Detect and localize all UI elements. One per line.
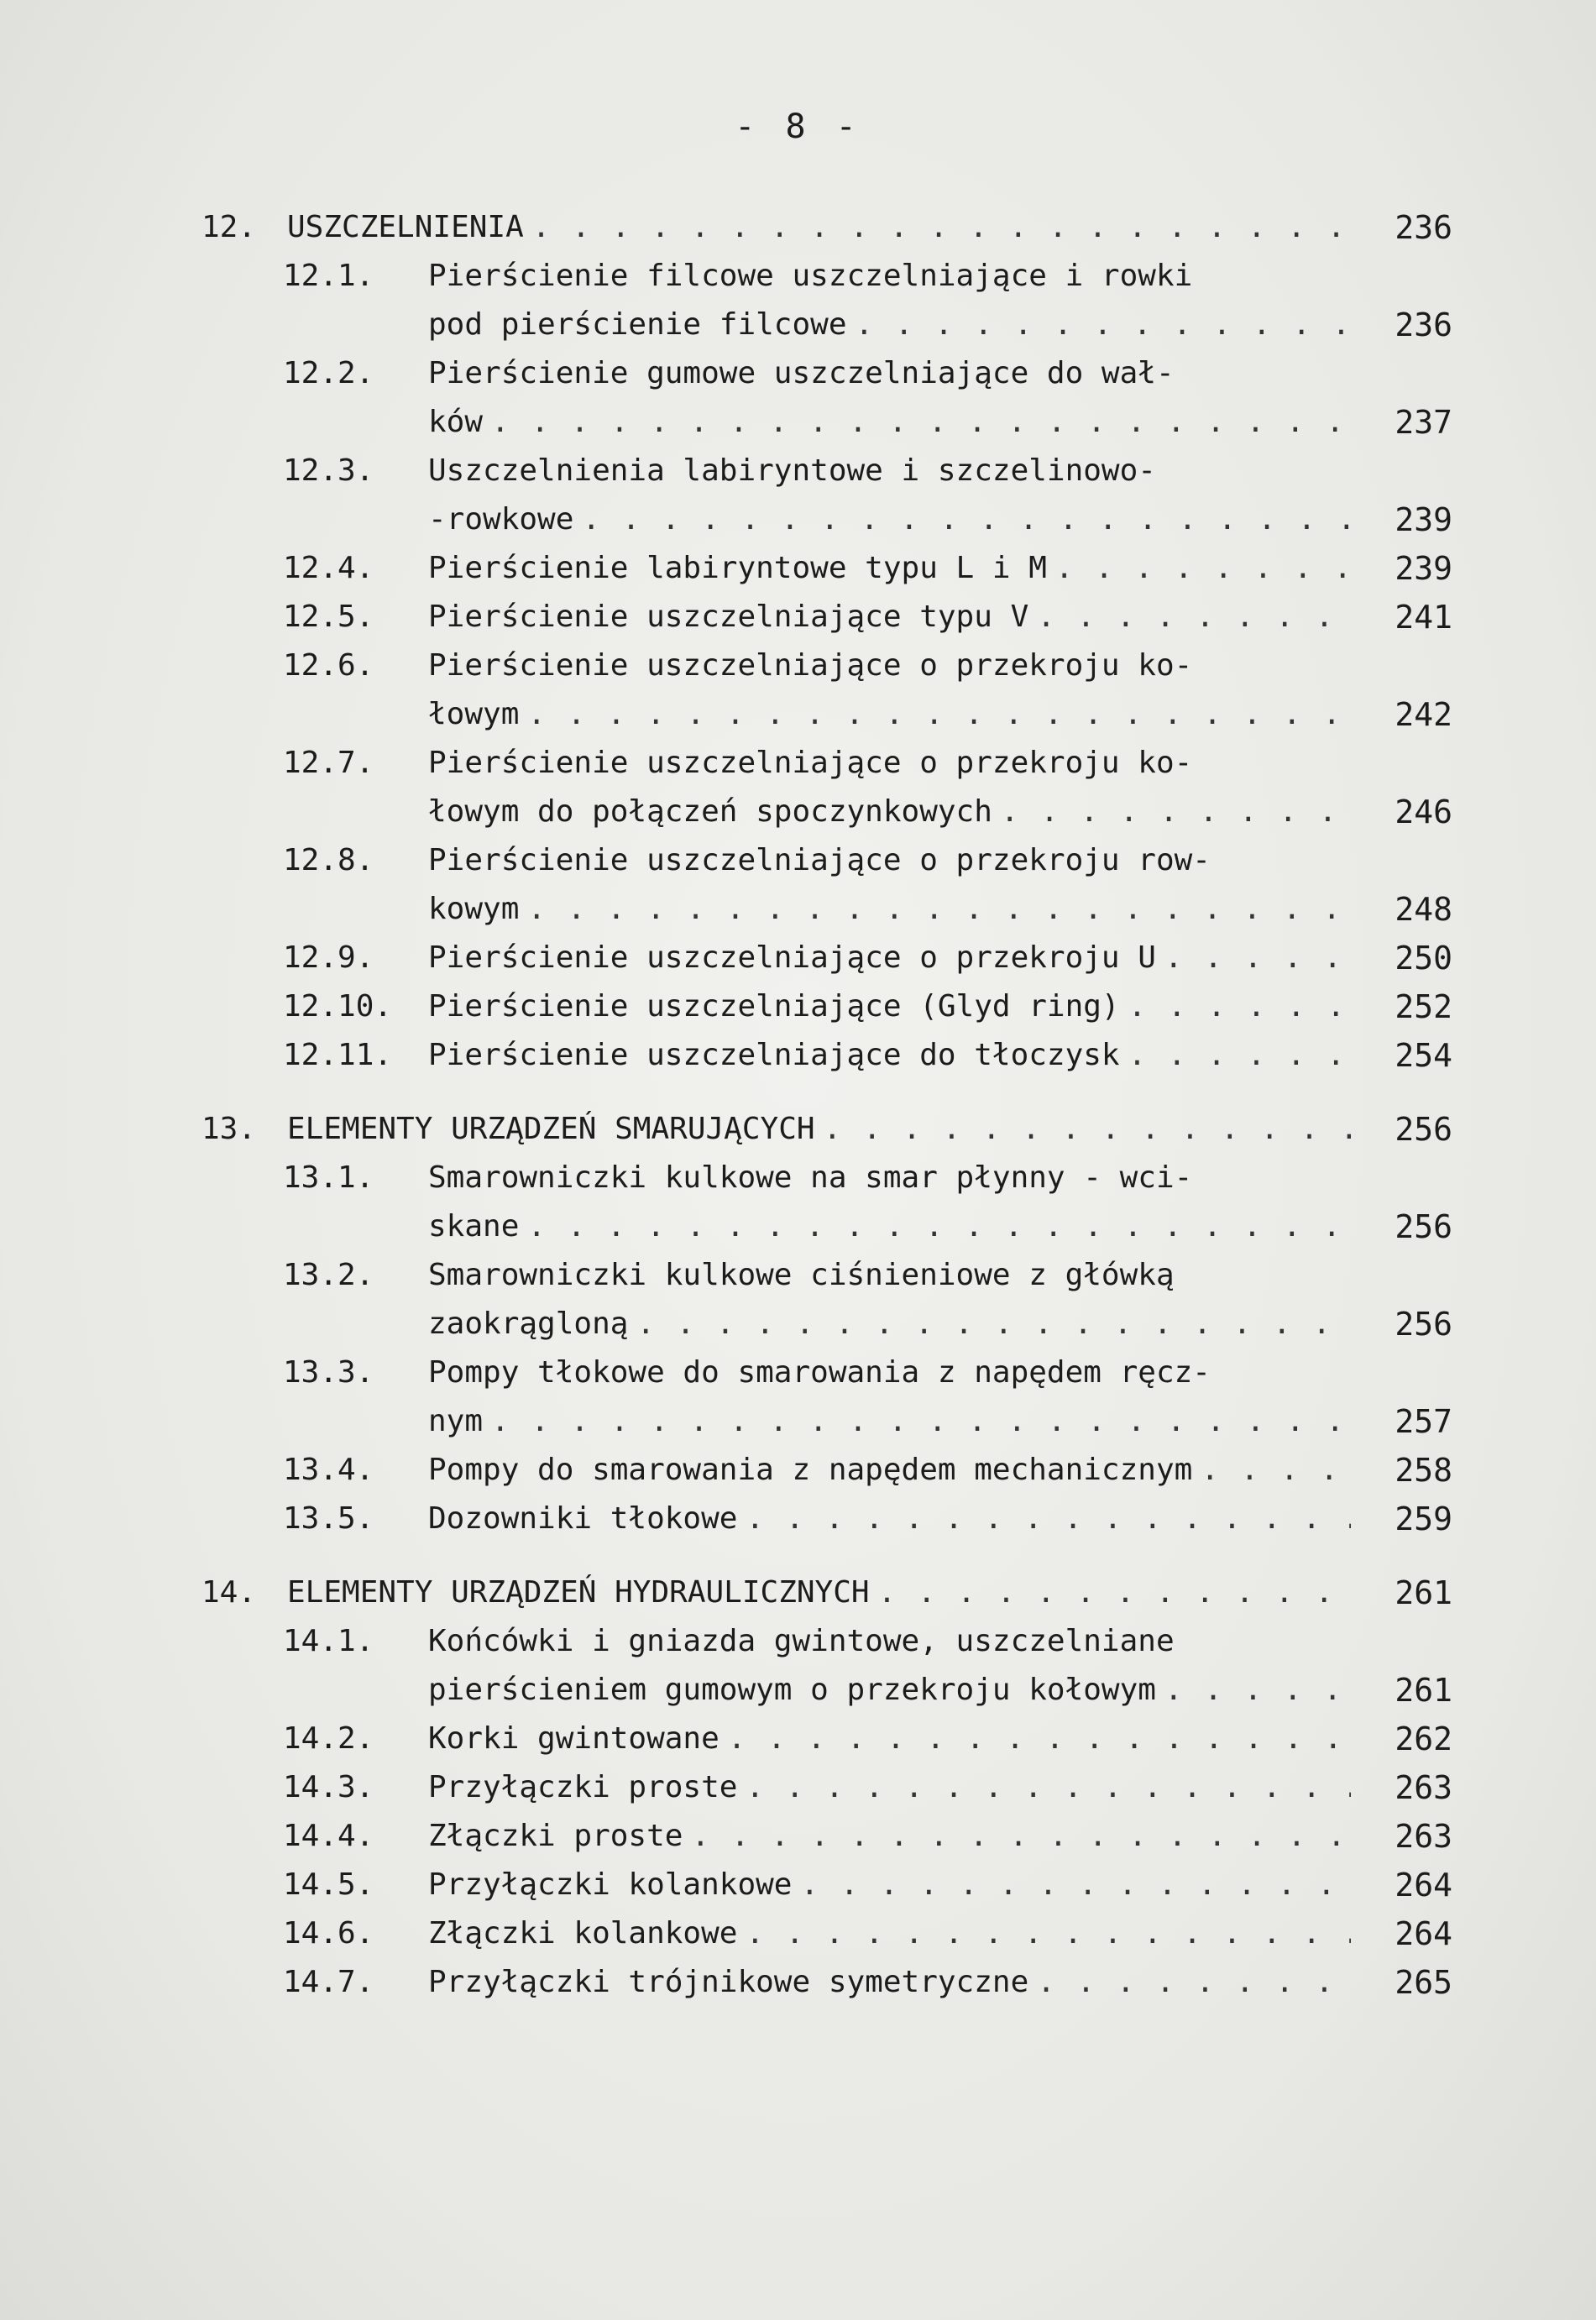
entry-title: łowym do połączeń spoczynkowych	[428, 794, 992, 829]
entry-title: pod pierścienie filcowe	[428, 307, 847, 342]
entry-title-line	[428, 934, 1356, 982]
entry-title-line	[428, 1763, 1356, 1812]
entry-title: ków	[428, 405, 484, 439]
entry-title-line	[428, 1202, 1356, 1251]
entry-title-line	[428, 982, 1356, 1031]
toc-entry	[201, 349, 1452, 447]
entry-page: 248	[1395, 891, 1452, 928]
entry-number: 12.10.	[283, 989, 393, 1024]
entry-number: 12.8.	[283, 843, 374, 877]
toc-entry	[201, 1909, 1452, 1958]
entry-number: 12.1.	[283, 259, 374, 293]
entry-title: Pierścienie uszczelniające (Glyd ring)	[428, 989, 1120, 1024]
dot-leader	[856, 301, 1352, 349]
entry-title: Złączki kolankowe	[428, 1916, 738, 1951]
entry-title-line	[428, 1715, 1356, 1763]
dot-leader	[1164, 1666, 1351, 1715]
entry-number: 13.4.	[283, 1453, 374, 1487]
entry-title: łowym	[428, 697, 520, 731]
entry-title-line	[428, 788, 1356, 836]
dot-leader	[728, 1715, 1351, 1763]
entry-title-line: Pierścienie uszczelniające o przekroju ko-	[428, 648, 1193, 683]
toc-entry	[201, 447, 1452, 544]
entry-number: 12.6.	[283, 648, 374, 683]
dot-leader	[636, 1300, 1351, 1349]
entry-title-line	[428, 1666, 1356, 1715]
entry-number: 12.4.	[283, 551, 374, 585]
toc-entry	[201, 1715, 1452, 1763]
entry-title-line	[428, 1958, 1356, 2007]
entry-page: 265	[1395, 1964, 1452, 2001]
entry-number: 14.6.	[283, 1916, 374, 1951]
chapter-title: USZCZELNIENIA	[287, 210, 524, 244]
entry-title-line: Końcówki i gniazda gwintowe, uszczelniane	[428, 1624, 1175, 1658]
table-of-contents	[201, 203, 1452, 2032]
entry-page: 239	[1395, 550, 1452, 587]
chapter-title: ELEMENTY URZĄDZEŃ HYDRAULICZNYCH	[287, 1575, 870, 1610]
dot-leader	[1055, 544, 1351, 593]
entry-page: 261	[1395, 1672, 1452, 1709]
entry-page: 258	[1395, 1452, 1452, 1489]
toc-entry	[201, 544, 1452, 593]
dot-leader	[746, 1909, 1351, 1958]
entry-title-line: Smarowniczki kulkowe na smar płynny - wci-	[428, 1160, 1193, 1195]
entry-number: 13.1.	[283, 1160, 374, 1195]
chapter-title-line	[287, 1105, 1356, 1154]
entry-title-line	[428, 1909, 1356, 1958]
toc-entry	[201, 836, 1452, 934]
entry-title: -rowkowe	[428, 502, 574, 537]
toc-entry	[201, 1617, 1452, 1715]
entry-number: 14.5.	[283, 1867, 374, 1902]
entry-page: 259	[1395, 1500, 1452, 1537]
toc-entry	[201, 1251, 1452, 1349]
entry-page: 264	[1395, 1867, 1452, 1904]
toc-chapter-entry	[201, 1568, 1452, 1617]
dot-leader	[491, 398, 1351, 447]
entry-page: 239	[1395, 501, 1452, 538]
entry-number: 14.7.	[283, 1965, 374, 1999]
toc-entry	[201, 1812, 1452, 1861]
entry-number: 12.5.	[283, 600, 374, 634]
entry-title: Przyłączki trójnikowe symetryczne	[428, 1965, 1029, 1999]
entry-title-line	[428, 495, 1356, 544]
entry-title-line	[428, 544, 1356, 593]
toc-entry	[201, 642, 1452, 739]
entry-page: 237	[1395, 404, 1452, 441]
entry-number: 13.5.	[283, 1501, 374, 1536]
entry-number: 13.3.	[283, 1355, 374, 1390]
entry-title-line	[428, 1861, 1356, 1909]
entry-page: 242	[1395, 696, 1452, 733]
entry-title-line: Pierścienie uszczelniające o przekroju ko-	[428, 746, 1193, 780]
toc-entry	[201, 1031, 1452, 1080]
toc-entry	[201, 1861, 1452, 1909]
entry-title-line	[428, 885, 1356, 934]
entry-number: 13.2.	[283, 1258, 374, 1292]
entry-page: 256	[1395, 1306, 1452, 1343]
entry-number: 14.3.	[283, 1770, 374, 1804]
entry-title: zaokrągloną	[428, 1307, 629, 1341]
entry-page: 264	[1395, 1915, 1452, 1952]
dot-leader	[1128, 1031, 1351, 1080]
chapter-title: ELEMENTY URZĄDZEŃ SMARUJĄCYCH	[287, 1112, 815, 1146]
entry-title-line	[428, 1812, 1356, 1861]
chapter-number: 14.	[201, 1575, 257, 1610]
entry-title: Dozowniki tłokowe	[428, 1501, 738, 1536]
entry-title: Pierścienie uszczelniające typu V	[428, 600, 1029, 634]
entry-title: Pierścienie uszczelniające o przekroju U	[428, 940, 1156, 975]
dot-leader	[1164, 934, 1351, 982]
entry-title: Pompy do smarowania z napędem mechanicznym	[428, 1453, 1193, 1487]
toc-section	[201, 203, 1452, 1080]
toc-entry	[201, 982, 1452, 1031]
toc-entry	[201, 934, 1452, 982]
toc-section	[201, 1105, 1452, 1543]
entry-page: 263	[1395, 1818, 1452, 1855]
page-number: - 8 -	[735, 107, 861, 146]
entry-number: 12.3.	[283, 453, 374, 488]
chapter-title-line	[287, 203, 1356, 252]
entry-title-line	[428, 593, 1356, 642]
entry-title-line: Pierścienie gumowe uszczelniające do wał-	[428, 356, 1175, 390]
entry-title: skane	[428, 1209, 520, 1244]
dot-leader	[582, 495, 1351, 544]
dot-leader	[527, 690, 1351, 739]
dot-leader	[800, 1861, 1351, 1909]
entry-page: 252	[1395, 988, 1452, 1025]
entry-page: 262	[1395, 1720, 1452, 1757]
entry-title: pierścieniem gumowym o przekroju kołowym	[428, 1673, 1156, 1707]
chapter-page: 256	[1395, 1111, 1452, 1148]
dot-leader	[1128, 982, 1351, 1031]
toc-chapter-entry	[201, 203, 1452, 252]
chapter-page: 236	[1395, 209, 1452, 246]
toc-entry	[201, 1446, 1452, 1495]
entry-number: 12.7.	[283, 746, 374, 780]
entry-title-line: Smarowniczki kulkowe ciśnieniowe z główką	[428, 1258, 1175, 1292]
entry-title-line	[428, 1300, 1356, 1349]
entry-title-line: Uszczelnienia labiryntowe i szczelinowo-	[428, 453, 1156, 488]
entry-page: 256	[1395, 1208, 1452, 1245]
toc-entry	[201, 1154, 1452, 1251]
entry-title-line	[428, 1397, 1356, 1446]
entry-title: Korki gwintowane	[428, 1721, 720, 1756]
dot-leader	[527, 1202, 1351, 1251]
entry-title-line	[428, 1031, 1356, 1080]
dot-leader	[532, 203, 1351, 252]
entry-page: 250	[1395, 940, 1452, 977]
toc-entry	[201, 739, 1452, 836]
entry-page: 257	[1395, 1403, 1452, 1440]
entry-page: 241	[1395, 599, 1452, 636]
entry-title-line: Pierścienie uszczelniające o przekroju row-	[428, 843, 1211, 877]
entry-page: 246	[1395, 793, 1452, 830]
entry-title: Złączki proste	[428, 1819, 683, 1853]
dot-leader	[527, 885, 1351, 934]
toc-section	[201, 1568, 1452, 2007]
entry-number: 14.2.	[283, 1721, 374, 1756]
chapter-number: 12.	[201, 210, 257, 244]
toc-entry	[201, 1958, 1452, 2007]
toc-entry	[201, 593, 1452, 642]
toc-entry	[201, 1349, 1452, 1446]
entry-number: 12.11.	[283, 1038, 393, 1072]
entry-title: kowym	[428, 892, 520, 926]
entry-page: 263	[1395, 1769, 1452, 1806]
dot-leader	[824, 1105, 1351, 1154]
entry-title-line: Pierścienie filcowe uszczelniające i rowki	[428, 259, 1193, 293]
entry-number: 12.9.	[283, 940, 374, 975]
entry-page: 236	[1395, 306, 1452, 343]
chapter-title-line	[287, 1568, 1356, 1617]
entry-number: 14.1.	[283, 1624, 374, 1658]
entry-title: Pierścienie uszczelniające do tłoczysk	[428, 1038, 1120, 1072]
dot-leader	[491, 1397, 1351, 1446]
chapter-page: 261	[1395, 1574, 1452, 1611]
dot-leader	[878, 1568, 1351, 1617]
entry-number: 12.2.	[283, 356, 374, 390]
entry-number: 14.4.	[283, 1819, 374, 1853]
entry-title-line	[428, 1446, 1356, 1495]
entry-title-line	[428, 1495, 1356, 1543]
chapter-number: 13.	[201, 1112, 257, 1146]
entry-title: Przyłączki kolankowe	[428, 1867, 793, 1902]
entry-title-line	[428, 398, 1356, 447]
dot-leader	[1037, 593, 1351, 642]
entry-title-line: Pompy tłokowe do smarowania z napędem ręcz-	[428, 1355, 1211, 1390]
toc-entry	[201, 252, 1452, 349]
toc-entry	[201, 1763, 1452, 1812]
entry-page: 254	[1395, 1037, 1452, 1074]
dot-leader	[1001, 788, 1351, 836]
toc-chapter-entry	[201, 1105, 1452, 1154]
dot-leader	[746, 1763, 1351, 1812]
entry-title: Pierścienie labiryntowe typu L i M	[428, 551, 1047, 585]
toc-entry	[201, 1495, 1452, 1543]
entry-title: Przyłączki proste	[428, 1770, 738, 1804]
dot-leader	[1201, 1446, 1351, 1495]
entry-title-line	[428, 301, 1356, 349]
dot-leader	[746, 1495, 1351, 1543]
dot-leader	[1037, 1958, 1351, 2007]
entry-title-line	[428, 690, 1356, 739]
dot-leader	[691, 1812, 1351, 1861]
entry-title: nym	[428, 1404, 484, 1438]
